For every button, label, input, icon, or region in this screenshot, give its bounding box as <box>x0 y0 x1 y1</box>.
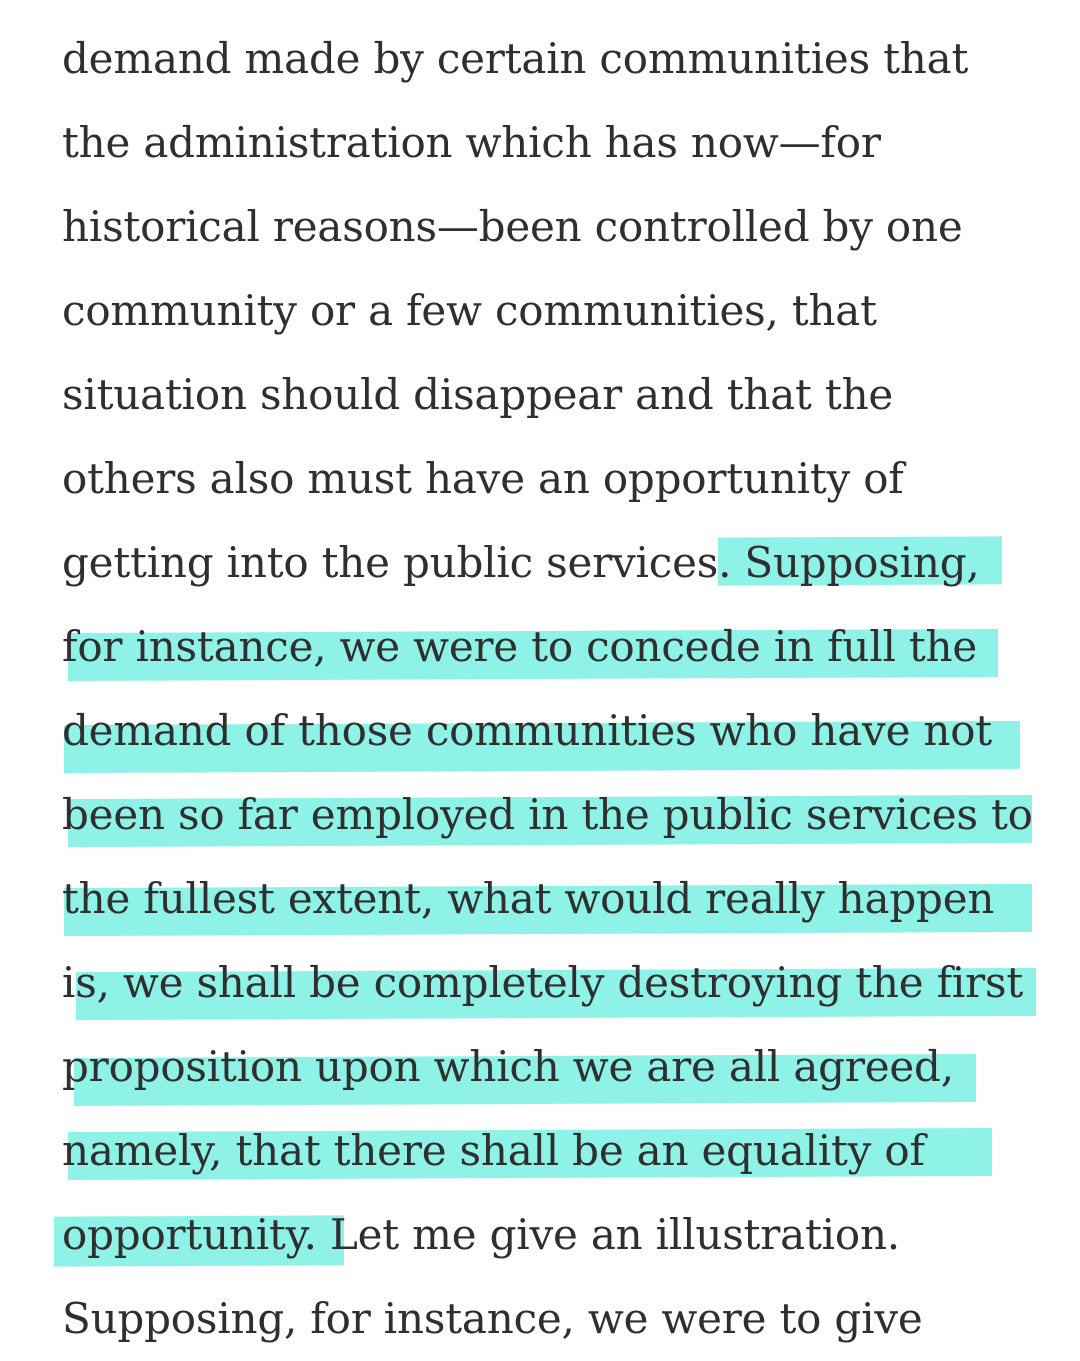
text-line: others also must have an opportunity of <box>62 454 904 503</box>
text-line: historical reasons—been controlled by one <box>62 202 963 251</box>
text-line: opportunity. Let me give an illustration. <box>62 1210 900 1259</box>
text-line: community or a few communities, that <box>62 286 877 335</box>
text-line: the fullest extent, what would really happen <box>62 874 995 923</box>
text-line: proposition upon which we are all agreed, <box>62 1042 954 1091</box>
text-line: the administration which has now—for <box>62 118 881 167</box>
text-line: is, we shall be completely destroying the first <box>62 958 1024 1007</box>
text-line: for instance, we were to concede in full the <box>62 622 978 671</box>
text-line: demand made by certain communities that <box>62 34 969 83</box>
text-line: getting into the public services. Supposing, <box>62 538 980 587</box>
text-line: situation should disappear and that the <box>62 370 894 419</box>
text-line: namely, that there shall be an equality of <box>62 1126 925 1175</box>
text-line: demand of those communities who have not <box>62 706 992 755</box>
text-line: Supposing, for instance, we were to give <box>62 1294 923 1343</box>
text-line: been so far employed in the public services to <box>62 790 1033 839</box>
